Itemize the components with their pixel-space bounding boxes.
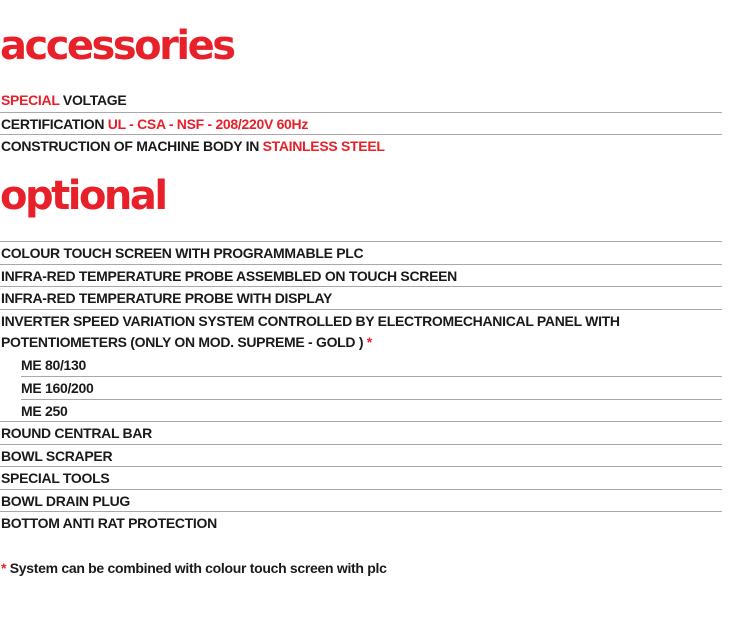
footnote: [1, 557, 387, 579]
footnote-marker: *: [366, 334, 372, 350]
accessory-item: [0, 134, 722, 157]
accessory-item: [0, 112, 722, 135]
accessory-item-highlight: SPECIAL: [1, 92, 60, 108]
accessories-heading: accessories: [0, 23, 234, 69]
footnote-text: System can be combined with colour touch screen with plc: [6, 560, 387, 576]
accessory-item: [0, 89, 722, 112]
optional-item: COLOUR TOUCH SCREEN WITH PROGRAMMABLE PLC: [0, 241, 722, 264]
optional-subitem: ME 160/200: [21, 376, 722, 399]
optional-list: [0, 241, 722, 534]
optional-item: [0, 331, 722, 354]
accessory-item-text: CONSTRUCTION OF MACHINE BODY IN: [1, 138, 263, 154]
optional-subitem: ME 250: [21, 399, 722, 422]
accessories-list: [0, 89, 722, 157]
optional-item: BOWL SCRAPER: [0, 444, 722, 467]
optional-heading: optional: [0, 173, 166, 219]
optional-item: ROUND CENTRAL BAR: [0, 421, 722, 444]
optional-subitem: ME 80/130: [21, 356, 87, 373]
optional-item: INVERTER SPEED VARIATION SYSTEM CONTROLLED BY ELECTROMECHANICAL PANEL WITH: [0, 309, 722, 332]
optional-item-text: POTENTIOMETERS (ONLY ON MOD. SUPREME - GOLD ): [1, 334, 364, 350]
footnote-marker: *: [1, 560, 7, 576]
optional-item: SPECIAL TOOLS: [0, 466, 722, 489]
accessory-item-highlight: STAINLESS STEEL: [262, 138, 385, 154]
optional-item: INFRA-RED TEMPERATURE PROBE WITH DISPLAY: [0, 286, 722, 309]
optional-item: BOWL DRAIN PLUG: [0, 489, 722, 512]
accessory-item-highlight: UL - CSA - NSF - 208/220V 60Hz: [107, 115, 309, 132]
optional-item: INFRA-RED TEMPERATURE PROBE ASSEMBLED ON TOUCH SCREEN: [0, 264, 722, 287]
accessory-item-text: CERTIFICATION: [1, 115, 108, 132]
accessory-item-text: VOLTAGE: [59, 92, 127, 108]
optional-item: BOTTOM ANTI RAT PROTECTION: [0, 511, 722, 534]
